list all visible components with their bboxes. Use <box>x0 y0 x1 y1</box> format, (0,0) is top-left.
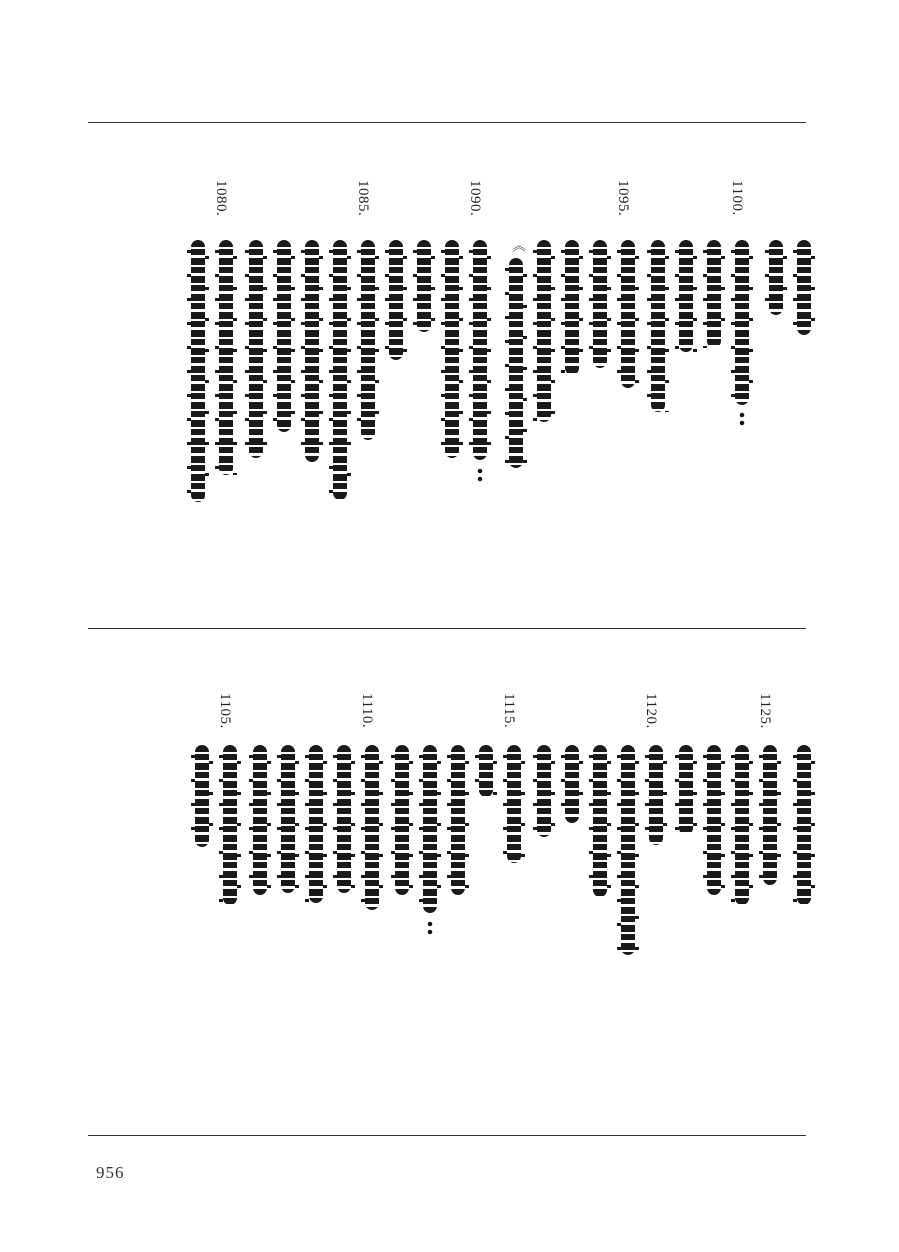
middle-rule <box>88 628 806 629</box>
verse-line-1125 <box>756 693 784 729</box>
top-verse-block: 1100. 1095. 《 1090. 1085. 1080. <box>88 180 806 510</box>
line-number: 1110. <box>359 693 375 729</box>
line-number: 1105. <box>217 693 233 729</box>
bottom-verse-block <box>88 693 806 1023</box>
line-number: 1115. <box>501 693 517 729</box>
verse-line-1085 <box>354 180 382 216</box>
top-rule <box>88 122 806 123</box>
verse-line-1080 <box>212 180 240 216</box>
line-number: 1095. <box>615 180 631 217</box>
verse-line-1110 <box>358 693 386 728</box>
line-number: 1100. <box>729 180 745 216</box>
line-number: 1125. <box>757 693 773 729</box>
verse-line-1115 <box>500 693 528 728</box>
verse-line-1095 <box>614 180 642 216</box>
line-number: 1085. <box>355 180 371 217</box>
page-number: 956 <box>96 1163 125 1182</box>
line-number: 1090. <box>467 180 483 217</box>
line-number: 1080. <box>213 180 229 217</box>
verse-line-1100 <box>728 180 756 216</box>
bottom-rule <box>88 1135 806 1136</box>
verse-line-1090 <box>466 180 494 216</box>
line-number: 1120. <box>643 693 659 729</box>
verse-line-1105 <box>216 693 244 729</box>
verse-line-1120 <box>642 693 670 729</box>
